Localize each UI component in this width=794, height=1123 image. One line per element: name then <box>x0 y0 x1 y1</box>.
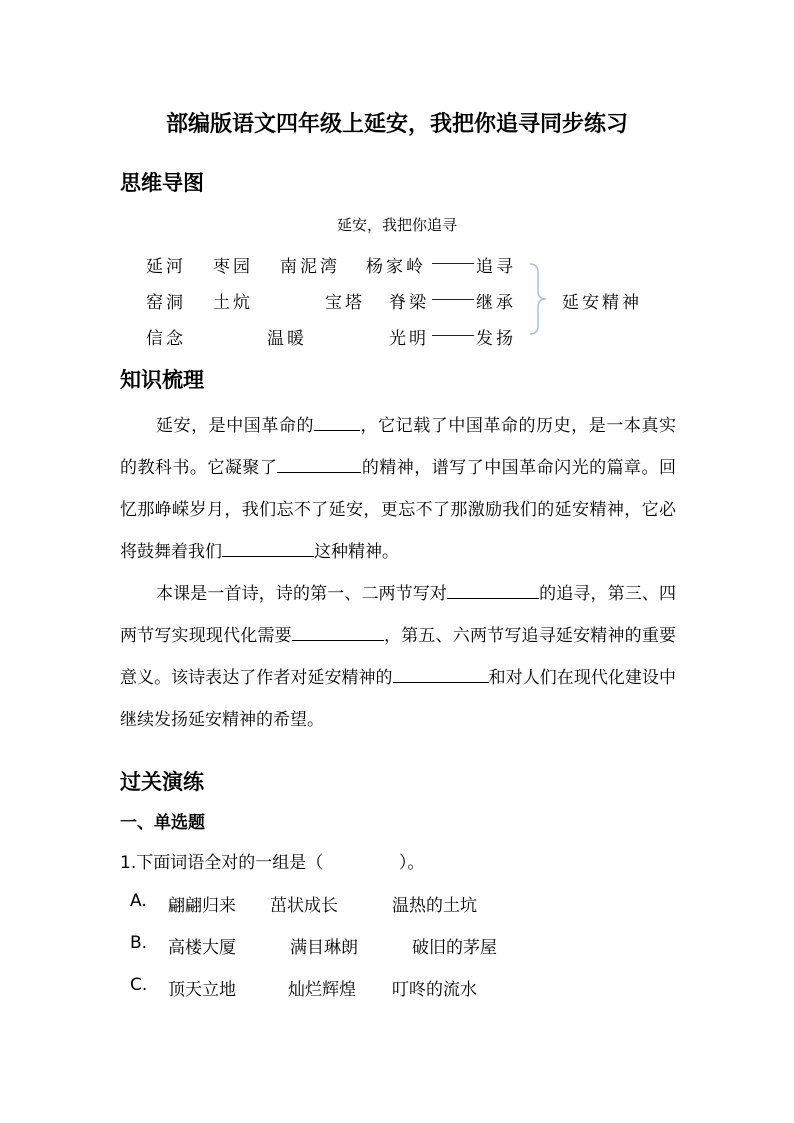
option-label: C. <box>130 975 148 995</box>
mind-map-word: 枣园 <box>213 257 253 277</box>
option-label: A. <box>130 891 147 911</box>
option-word: 翩翩归来 <box>168 896 236 916</box>
mind-map-connector <box>432 263 474 264</box>
mind-map-word: 脊梁 <box>389 293 429 313</box>
paragraph-text: 的追寻，第三、四两节写实现现代化需要 <box>120 584 677 646</box>
option-word: 温热的土坑 <box>392 896 477 916</box>
mind-map-word: 温暖 <box>267 329 307 349</box>
mind-map-action: 追寻 <box>476 257 516 277</box>
knowledge-paragraph-1 <box>120 405 676 573</box>
mind-map-word: 杨家岭 <box>366 257 426 277</box>
mind-map-action: 发扬 <box>476 329 516 349</box>
mind-map-heading: 思维导图 <box>120 171 204 195</box>
paragraph-text: 这种精神。 <box>314 542 399 562</box>
paragraph-text: 延安，是中国革命的 <box>156 416 314 436</box>
option-word: 灿烂辉煌 <box>288 980 356 1000</box>
page-title: 部编版语文四年级上延安，我把你追寻同步练习 <box>165 112 628 137</box>
fill-blank[interactable] <box>393 664 489 683</box>
mind-map-connector <box>432 299 474 300</box>
practice-heading: 过关演练 <box>120 770 204 794</box>
option-word: 破旧的茅屋 <box>412 938 497 958</box>
fill-blank[interactable] <box>222 538 314 557</box>
mind-map-word: 土炕 <box>213 293 253 313</box>
knowledge-heading: 知识梳理 <box>120 368 204 392</box>
fill-blank[interactable] <box>277 454 361 473</box>
paragraph-text: 本课是一首诗，诗的第一、二两节写对 <box>156 584 448 604</box>
mind-map-word: 窑洞 <box>146 293 186 313</box>
mind-map-title: 延安，我把你追寻 <box>336 216 457 234</box>
mind-map-word: 南泥湾 <box>280 257 340 277</box>
option-word: 叮咚的流水 <box>392 980 477 1000</box>
option-word: 高楼大厦 <box>168 938 236 958</box>
paragraph-text: ，第五、六两节写追寻延安精神的重要意义。该诗表达了作者对延安精神的 <box>120 626 677 688</box>
option-word: 顶天立地 <box>168 980 236 1000</box>
option-label: B. <box>130 933 148 953</box>
mind-map-connector <box>432 335 474 336</box>
mind-map-word: 光明 <box>389 329 429 349</box>
question-1: 1.下面词语全对的一组是（ ）。 <box>120 853 425 873</box>
option-word: 茁状成长 <box>270 896 338 916</box>
mind-map-word: 宝塔 <box>325 293 365 313</box>
fill-blank[interactable] <box>292 622 384 641</box>
question-type-heading: 一、单选题 <box>120 813 205 833</box>
mind-map-word: 延河 <box>146 257 186 277</box>
fill-blank[interactable] <box>447 580 539 599</box>
paragraph-text: ，它记载了中国革命的历史，是一本真实的教科书。它凝聚了 <box>120 416 676 478</box>
option-word: 满目琳朗 <box>290 938 358 958</box>
mind-map-brace <box>527 262 549 336</box>
fill-blank[interactable] <box>314 412 360 431</box>
mind-map-action: 继承 <box>476 293 516 313</box>
mind-map-word: 信念 <box>146 329 186 349</box>
paragraph-text: 和对人们在现代化建设中继续发扬延安精神的希望。 <box>120 668 677 730</box>
paragraph-text: 的精神，谱写了中国革命闪光的篇章。回忆那峥嵘岁月，我们忘不了延安，更忘不了那激励我们的延安精神，它必将鼓舞着我们 <box>120 458 677 562</box>
knowledge-paragraph-2 <box>120 573 676 741</box>
mind-map-result: 延安精神 <box>562 293 642 313</box>
